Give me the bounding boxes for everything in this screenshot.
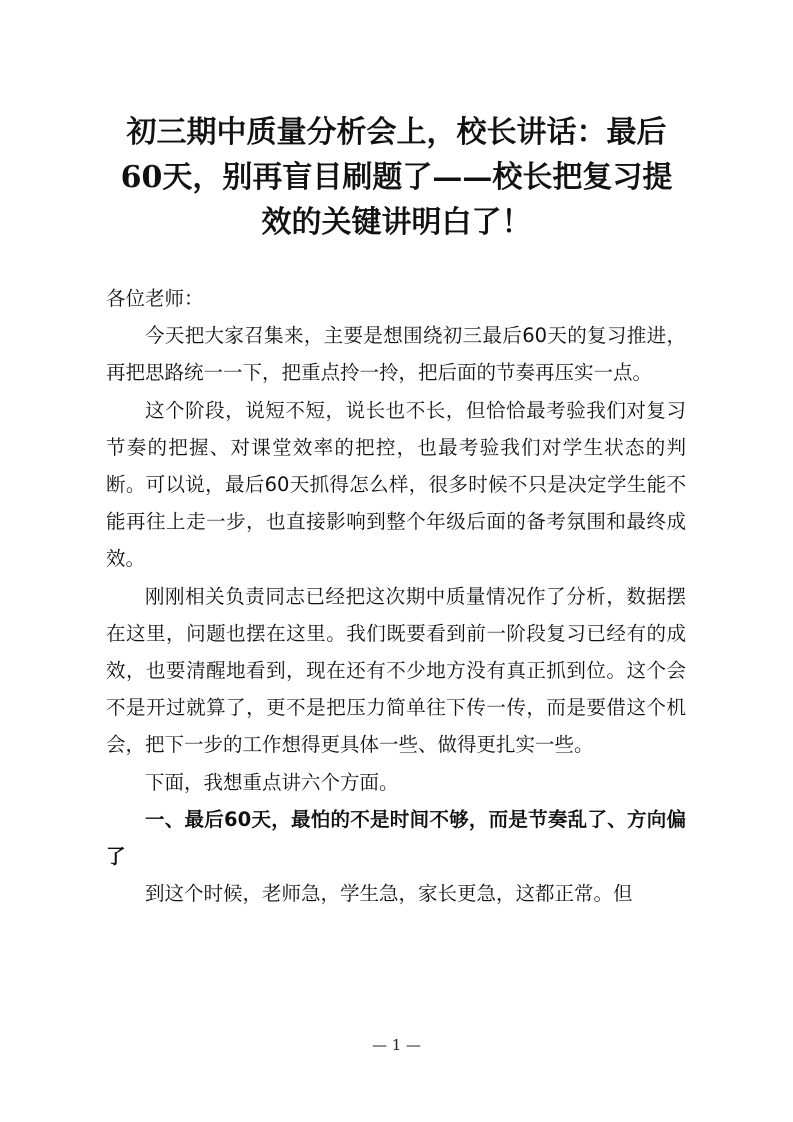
title-line-1: 初三期中质量分析会上，校长讲话：最后: [126, 115, 667, 150]
paragraph-1: 今天把大家召集来，主要是想围绕初三最后60天的复习推进，再把思路统一一下，把重点拎一拎，把后面的节奏再压实一点。: [106, 324, 686, 385]
page-number: — 1 —: [371, 1036, 422, 1054]
title-line-2: 60天，别再盲目刷题了——校长把复习提: [120, 160, 673, 195]
paragraph-2: 这个阶段，说短不短，说长也不长，但恰恰最考验我们对复习节奏的把握、对课堂效率的把控，也最考验我们对学生状态的判断。可以说，最后60天抓得怎么样，很多时候不只是决定学生能不能再往上走一步，也直接影响到整个年级后面的备考氛围和最终成效。: [106, 398, 686, 571]
document-title: [100, 110, 693, 245]
paragraph-4: 下面，我想重点讲六个方面。: [145, 770, 399, 794]
salutation: 各位老师：: [106, 287, 204, 310]
paragraph-5: 到这个时候，老师急，学生急，家长更急，这都正常。但: [145, 882, 633, 906]
title-line-3: 效的关键讲明白了！: [261, 205, 532, 240]
paragraph-3: 刚刚相关负责同志已经把这次期中质量情况作了分析，数据摆在这里，问题也摆在这里。我们既要看到前一阶段复习已经有的成效，也要清醒地看到，现在还有不少地方没有真正抓到位。这个会不是开过就算了，更不是把压力简单往下传一传，而是要借这个机会，把下一步的工作想得更具体一些、做得更扎实一些。: [106, 584, 686, 757]
document-body: [106, 280, 686, 912]
section-heading-1: 一、最后60天，最怕的不是时间不够，而是节奏乱了、方向偏了: [106, 807, 686, 869]
